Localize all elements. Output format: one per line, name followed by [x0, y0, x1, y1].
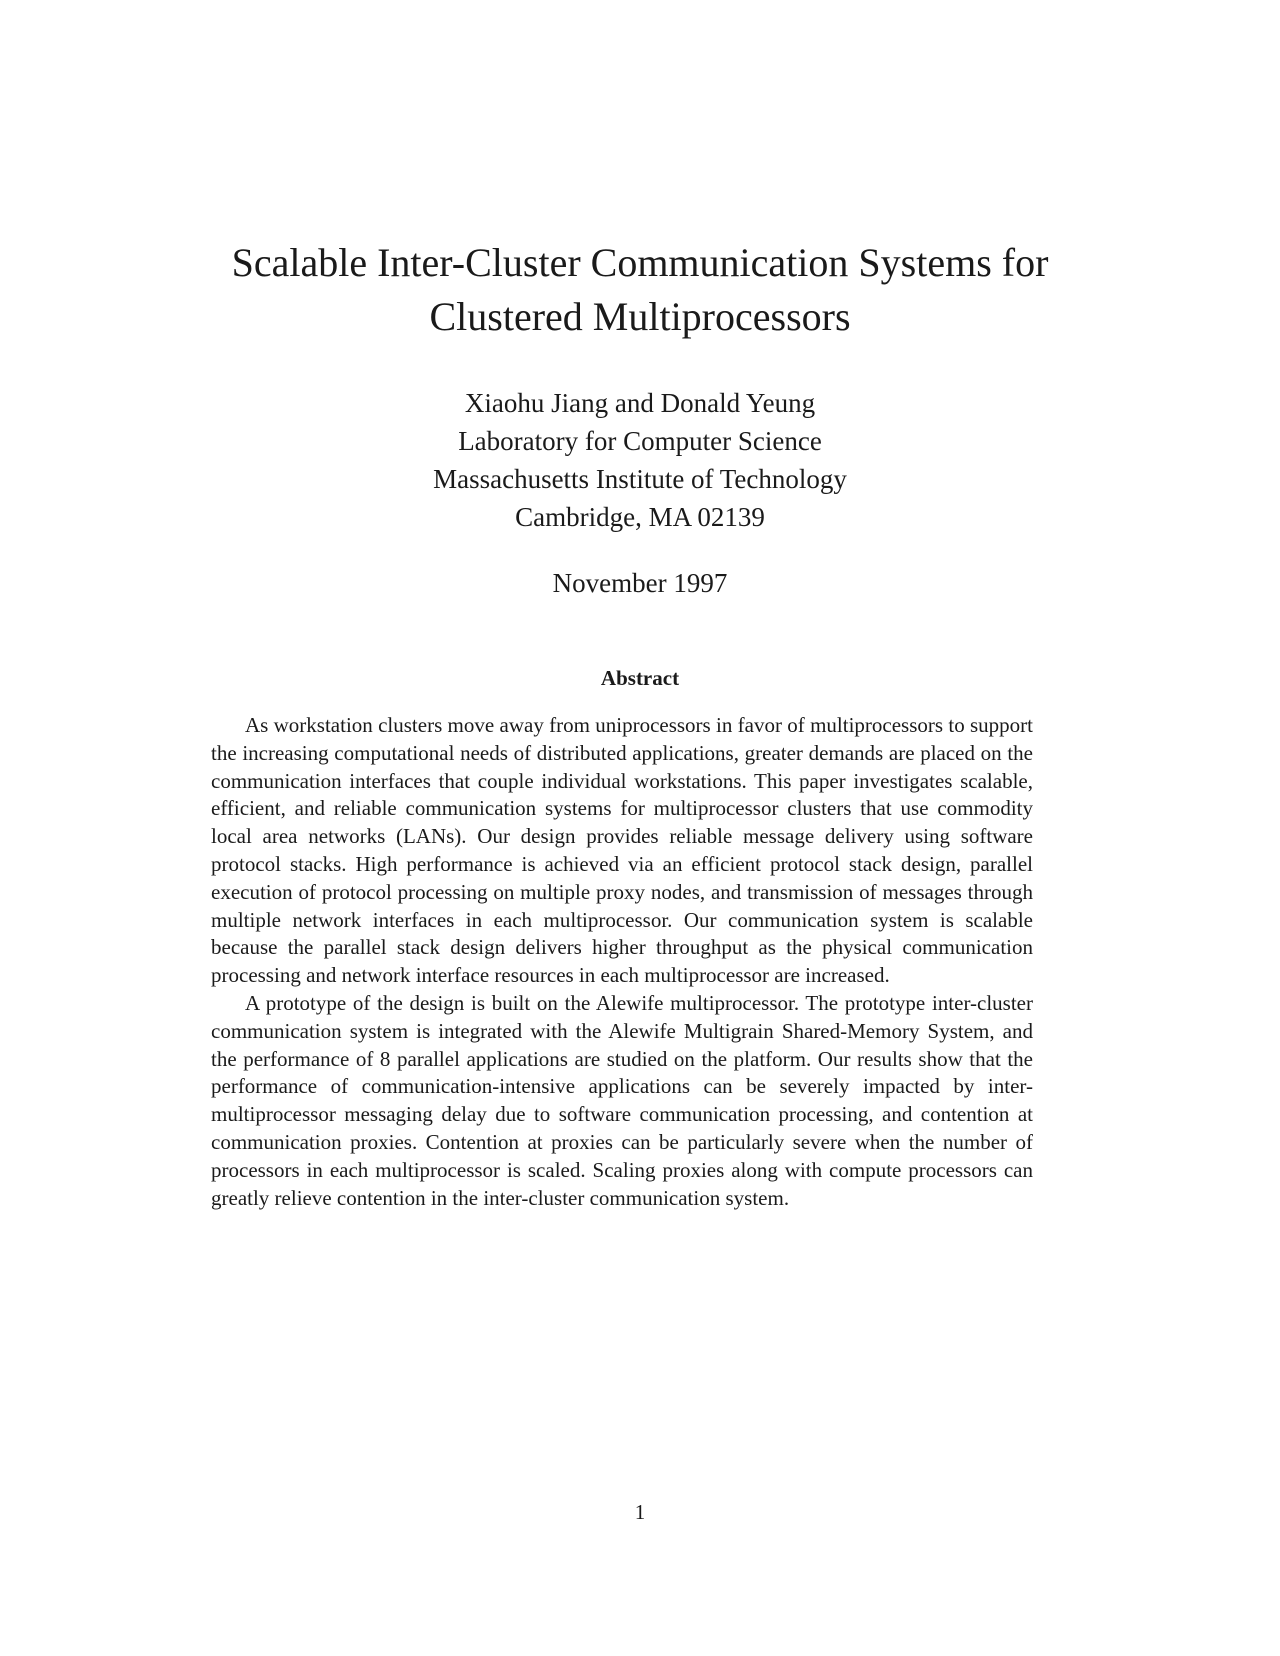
paper-date: November 1997: [552, 568, 728, 598]
paper-title-line-1: Scalable Inter-Cluster Communication Systems for: [231, 240, 1049, 285]
abstract-heading: Abstract: [600, 666, 680, 690]
abstract-paragraph-1: As workstation clusters move away from uniprocessors in favor of multiprocessors to support the increasing computational needs of distributed applications, greater demands are placed on the communication interfaces that couple individual workstations. This paper investigates scalable, efficient, and reliable communication systems for multiprocessor clusters that use commodity local area networks (LANs). Our design provides reliable message delivery using software protocol stacks. High performance is achieved via an efficient protocol stack design, parallel execution of protocol processing on multiple proxy nodes, and transmission of messages through multiple network interfaces in each multiprocessor. Our communication system is scalable because the parallel stack design delivers higher throughput as the physical communication processing and network interface resources in each multiprocessor are increased.: [211, 713, 1033, 988]
affiliation-lab: Laboratory for Computer Science: [458, 426, 822, 456]
affiliation-institute: Massachusetts Institute of Technology: [433, 464, 847, 494]
paper-title-line-2: Clustered Multiprocessors: [429, 294, 851, 339]
page-number: 1: [634, 1500, 646, 1524]
abstract-body: [211, 712, 1033, 1212]
paper-title: [150, 236, 1130, 344]
author-block: [240, 384, 1040, 536]
author-names: Xiaohu Jiang and Donald Yeung: [464, 388, 816, 418]
affiliation-address: Cambridge, MA 02139: [515, 502, 765, 532]
abstract-paragraph-2: A prototype of the design is built on the Alewife multiprocessor. The prototype inter-cluster communication system is integrated with the Alewife Multigrain Shared-Memory System, and the performance of 8 parallel applications are studied on the platform. Our results show that the performance of communication-intensive applications can be severely impacted by inter-multiprocessor messaging delay due to software communication processing, and contention at communication proxies. Contention at proxies can be particularly severe when the number of processors in each multiprocessor is scaled. Scaling proxies along with compute processors can greatly relieve contention in the inter-cluster communication system.: [211, 990, 1033, 1210]
